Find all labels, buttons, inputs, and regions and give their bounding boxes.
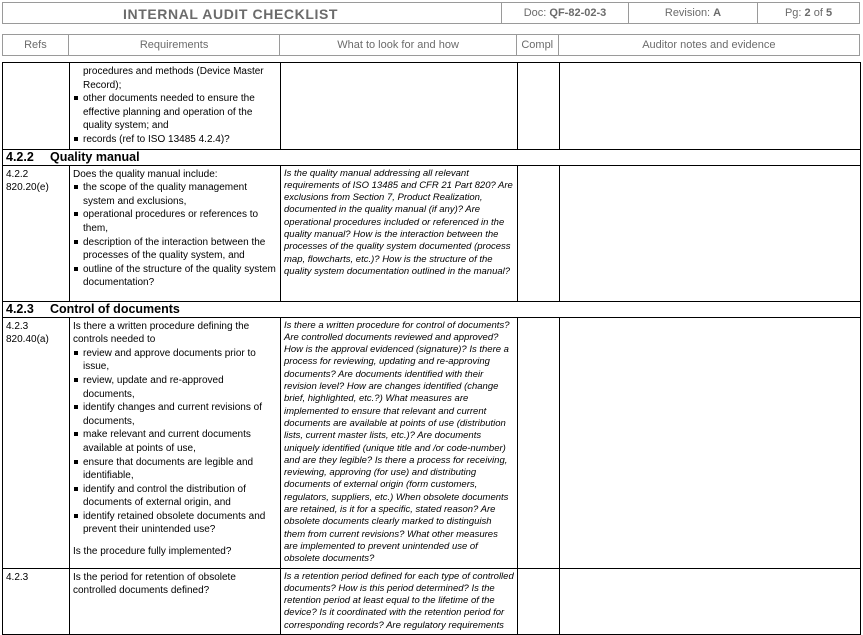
revision-value: A xyxy=(713,7,722,19)
list-item: other documents needed to ensure the effective planning and operation of the quality system; and xyxy=(73,92,277,133)
page-label: Pg: xyxy=(784,7,805,19)
requirements-cell xyxy=(70,63,281,150)
doc-number xyxy=(502,3,629,23)
doc-value: QF-82-02-3 xyxy=(549,7,607,19)
col-requirements: Requirements xyxy=(69,35,281,55)
look-for-cell: Is a retention period defined for each type of controlled documents? How is this period determined? Is the retention period at least equal to the lifetime of the device? Is it coordinated with the retention period for corresponding records? Are regulatory requirements xyxy=(281,568,518,634)
ref-cell xyxy=(3,568,70,634)
page-current: 2 xyxy=(804,7,811,19)
col-refs: Refs xyxy=(3,35,69,55)
section-header-row xyxy=(3,301,861,317)
requirement-intro: Is there a written procedure defining the controls needed to xyxy=(73,320,250,346)
compl-cell[interactable] xyxy=(518,317,560,568)
ref-cfr: 820.40(a) xyxy=(6,334,49,346)
page-total: 5 xyxy=(825,7,833,19)
list-item: description of the interaction between the processes of the quality system, and xyxy=(73,236,277,263)
document-header xyxy=(2,2,860,24)
col-notes: Auditor notes and evidence xyxy=(642,39,776,51)
col-look-for: What to look for and how xyxy=(280,35,516,55)
requirement-closing: Is the procedure fully implemented? xyxy=(73,546,232,558)
page-number xyxy=(758,3,859,23)
notes-cell[interactable] xyxy=(560,317,861,568)
section-title: Quality manual xyxy=(50,149,140,164)
notes-cell[interactable] xyxy=(560,165,861,301)
look-for-cell xyxy=(281,63,518,150)
requirements-list xyxy=(73,92,277,146)
requirement-intro: Does the quality manual include: xyxy=(73,168,218,180)
compl-cell[interactable] xyxy=(518,165,560,301)
ref-iso: 4.2.3 xyxy=(6,571,29,583)
section-title-4-2-3 xyxy=(3,301,861,317)
table-row xyxy=(3,568,861,634)
section-number: 4.2.3 xyxy=(6,301,34,316)
requirement-text: Is the period for retention of obsolete controlled documents defined? xyxy=(73,571,236,597)
notes-cell[interactable] xyxy=(560,568,861,634)
ref-iso: 4.2.2 xyxy=(6,168,29,180)
requirements-list xyxy=(73,347,277,537)
list-item: review, update and re-approved documents, xyxy=(73,374,277,401)
revision xyxy=(629,3,758,23)
list-item: review and approve documents prior to issue, xyxy=(73,347,277,374)
document-title: INTERNAL AUDIT CHECKLIST xyxy=(3,3,502,23)
ref-cfr: 820.20(e) xyxy=(6,182,49,194)
table-row xyxy=(3,165,861,301)
page-of: of xyxy=(810,7,826,19)
continued-text: procedures and methods (Device Master Record); xyxy=(83,66,264,91)
ref-cell xyxy=(3,63,70,150)
list-item: the scope of the quality management system and exclusions, xyxy=(73,181,277,208)
requirements-cell xyxy=(70,568,281,634)
list-item: identify changes and current revisions of documents, xyxy=(73,401,277,428)
requirements-cell xyxy=(70,317,281,568)
list-item: outline of the structure of the quality system documentation? xyxy=(73,263,277,290)
table-row xyxy=(3,317,861,568)
list-item: records (ref to ISO 13485 4.2.4)? xyxy=(73,133,277,147)
section-number: 4.2.2 xyxy=(6,149,34,164)
compl-cell[interactable] xyxy=(518,568,560,634)
list-item: make relevant and current documents available at points of use, xyxy=(73,428,277,455)
list-item: identify retained obsolete documents and prevent their unintended use? xyxy=(73,510,277,537)
section-title-4-2-2 xyxy=(3,149,861,165)
list-item: ensure that documents are legible and identifiable, xyxy=(73,456,277,483)
list-item: operational procedures or references to them, xyxy=(73,208,277,235)
ref-iso: 4.2.3 xyxy=(6,320,29,332)
section-header-row xyxy=(3,149,861,165)
compl-cell[interactable] xyxy=(518,63,560,150)
notes-cell[interactable] xyxy=(560,63,861,150)
list-item: identify and control the distribution of documents of external origin, and xyxy=(73,483,277,510)
revision-label: Revision: xyxy=(664,7,714,19)
column-headers xyxy=(2,34,860,56)
checklist-table xyxy=(2,62,861,635)
doc-label: Doc: xyxy=(523,7,550,19)
section-title: Control of documents xyxy=(50,301,180,316)
look-for-cell: Is there a written procedure for control of documents? Are controlled documents reviewed and approved? How is the approval evidenced (signature)? Is there a process for reviewing, updating and re-approving documents? Are documents identified with their revision level? How are changes identified (change brief, highlighted, etc.?) What measures are implemented to ensure that relevant and current documents are available at points of use (distribution lists, current master lists, etc.)? Are documents uniquely identified (unique title and /or code-number) and are they legible? Is there a process for receiving, reviewing, approving (for use) and distributing documents of external origin (form customers, regulators, suppliers, etc.) When obsolete documents are retained, is it for a specific, stated reason? Are obsolete documents clearly marked to distinguish them from current revisions? What other measures are implemented to prevent unintended use of obsolete documents? xyxy=(281,317,518,568)
table-row xyxy=(3,63,861,150)
col-compl: Compl xyxy=(517,35,559,55)
look-for-cell: Is the quality manual addressing all relevant requirements of ISO 13485 and CFR 21 Part 820? Are exclusions from Section 7, Product Realization, documented in the quality manual (if any)? Are operational procedures included or referenced in the quality manual? How is the interaction between the processes of the quality system documented (process map, flowcharts, etc.)? How is the structure of the quality system documentation outlined in the manual? xyxy=(281,165,518,301)
ref-cell xyxy=(3,165,70,301)
requirements-list xyxy=(73,181,277,290)
ref-cell xyxy=(3,317,70,568)
requirements-cell xyxy=(70,165,281,301)
